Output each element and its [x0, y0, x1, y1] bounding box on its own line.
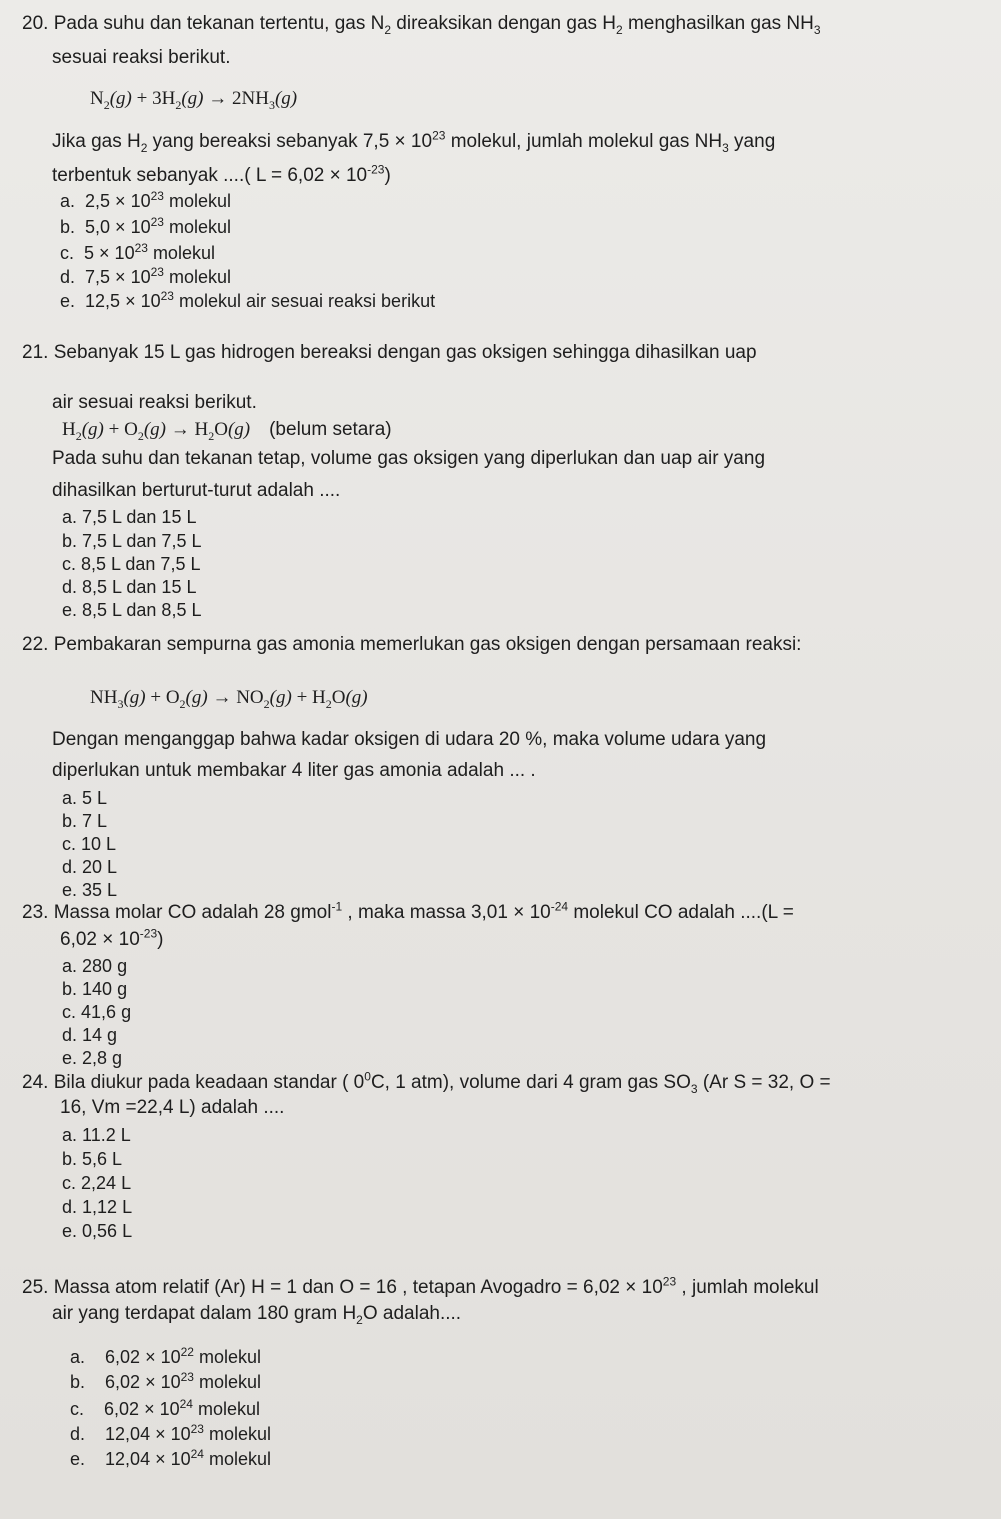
q23-option-e[interactable]: e. 2,8 g — [62, 1048, 123, 1068]
q22-stem-line-1: 22. Pembakaran sempurna gas amonia memerlukan gas oksigen dengan persamaan reaksi: — [22, 634, 802, 655]
q20-option-a[interactable]: a. $2,5 \times 10^{23}$ molekul — [60, 189, 231, 211]
q22-stem-line-3: diperlukan untuk membakar 4 liter gas amonia adalah ... . — [52, 760, 536, 781]
question-number: 23. — [22, 902, 49, 923]
q20-reaction-equation: $N_2(g) + 3H_2(g) \to 2NH_3(g)$ — [90, 88, 298, 112]
q23-option-c[interactable]: c. 41,6 g — [62, 1002, 132, 1022]
q25-option-c[interactable]: c. $6,02 \times 10^{24}$ molekul — [70, 1397, 260, 1419]
q24-option-d[interactable]: d. 1,12 L — [62, 1197, 133, 1217]
q22-stem-line-2: Dengan menganggap bahwa kadar oksigen di udara 20 %, maka volume udara yang — [52, 729, 767, 750]
q21-option-d[interactable]: d. 8,5 L dan 15 L — [62, 577, 197, 597]
q21-option-c[interactable]: c. 8,5 L dan 7,5 L — [62, 554, 201, 574]
q23-option-d[interactable]: d. 14 g — [62, 1025, 118, 1045]
q21-option-b[interactable]: b. 7,5 L dan 7,5 L — [62, 531, 202, 551]
q23-option-b[interactable]: b. 140 g — [62, 979, 128, 999]
q22-option-b[interactable]: b. 7 L — [62, 811, 108, 831]
q20-stem-line-1: 20. Pada suhu dan tekanan tertentu, gas $N_2$ direaksikan dengan gas $H_2$ menghasilkan gas $NH_3$ — [22, 13, 821, 37]
q22-option-e[interactable]: e. 35 L — [62, 880, 118, 900]
q22-reaction-equation: $NH_3(g) + O_2(g) \to NO_2(g) + H_2O(g)$ — [90, 687, 368, 711]
question-number: 21. — [22, 342, 49, 363]
q20-stem-line-4: terbentuk sebanyak ....( $L = 6,02 \times 10^{-23}$) — [52, 162, 391, 186]
q20-stem-line-3: Jika gas $H_2$ yang bereaksi sebanyak $7,5 \times 10^{23}$ molekul, jumlah molekul gas $NH_3$ yang — [52, 128, 776, 155]
q25-stem-line-2: air yang terdapat dalam 180 gram $H_2O$ adalah.... — [52, 1303, 462, 1327]
q24-option-c[interactable]: c. 2,24 L — [62, 1173, 132, 1193]
q24-option-e[interactable]: e. 0,56 L — [62, 1221, 133, 1241]
q24-option-b[interactable]: b. 5,6 L — [62, 1149, 123, 1169]
q21-stem-line-3: Pada suhu dan tekanan tetap, volume gas oksigen yang diperlukan dan uap air yang — [52, 448, 766, 469]
q20-option-e[interactable]: e. $12,5 \times 10^{23}$ molekul air sesuai reaksi berikut — [60, 289, 436, 311]
q25-option-d[interactable]: d. $12,04 \times 10^{23}$ molekul — [70, 1422, 272, 1444]
q22-option-c[interactable]: c. 10 L — [62, 834, 117, 854]
q20-option-c[interactable]: c. $5 \times 10^{23}$ molekul — [60, 241, 215, 263]
q21-stem-line-4: dihasilkan berturut-turut adalah .... — [52, 480, 341, 501]
q22-option-d[interactable]: d. 20 L — [62, 857, 118, 877]
q20-option-b[interactable]: b. $5,0 \times 10^{23}$ molekul — [60, 215, 231, 237]
q22-option-a[interactable]: a. 5 L — [62, 788, 108, 808]
q21-reaction-equation: $H_2(g) + O_2(g) \to H_2O(g)$ (belum setara) — [62, 419, 392, 443]
q25-stem-line-1: 25. Massa atom relatif (Ar) H = 1 dan O = 16 , tetapan Avogadro = $6,02 \times 10^{23}$ , jumlah molekul — [22, 1274, 819, 1298]
q21-stem-line-1: 21. Sebanyak 15 L gas hidrogen bereaksi dengan gas oksigen sehingga dihasilkan uap — [22, 342, 757, 363]
q21-option-e[interactable]: e. 8,5 L dan 8,5 L — [62, 600, 202, 620]
question-number: 24. — [22, 1072, 49, 1093]
q23-stem-line-2: $6,02 \times 10^{-23}$) — [60, 926, 164, 950]
question-number: 20. — [22, 13, 49, 34]
q24-stem-line-1: 24. Bila diukur pada keadaan standar ( $0^0C$, 1 atm), volume dari 4 gram gas $SO_3$ (Ar S = 32, O = — [22, 1069, 831, 1096]
q24-option-a[interactable]: a. 11.2 L — [62, 1125, 131, 1145]
q25-option-b[interactable]: b. $6,02 \times 10^{23}$ molekul — [70, 1370, 261, 1392]
q20-stem-line-2: sesuai reaksi berikut. — [52, 47, 231, 68]
q21-stem-line-2: air sesuai reaksi berikut. — [52, 392, 257, 413]
q23-stem-line-1: 23. Massa molar CO adalah 28 gmol$^{-1}$ , maka massa $3,01 \times 10^{-24}$ molekul CO adalah ....(L = — [22, 899, 794, 923]
q23-option-a[interactable]: a. 280 g — [62, 956, 128, 976]
q25-option-a[interactable]: a. $6,02 \times 10^{22}$ molekul — [70, 1345, 261, 1367]
question-number: 25. — [22, 1277, 49, 1298]
q25-option-e[interactable]: e. $12,04 \times 10^{24}$ molekul — [70, 1447, 272, 1469]
q21-option-a[interactable]: a. 7,5 L dan 15 L — [62, 507, 197, 527]
q24-stem-line-2: 16, Vm =22,4 L) adalah .... — [60, 1097, 285, 1118]
q20-option-d[interactable]: d. $7,5 \times 10^{23}$ molekul — [60, 265, 231, 287]
question-number: 22. — [22, 634, 49, 655]
